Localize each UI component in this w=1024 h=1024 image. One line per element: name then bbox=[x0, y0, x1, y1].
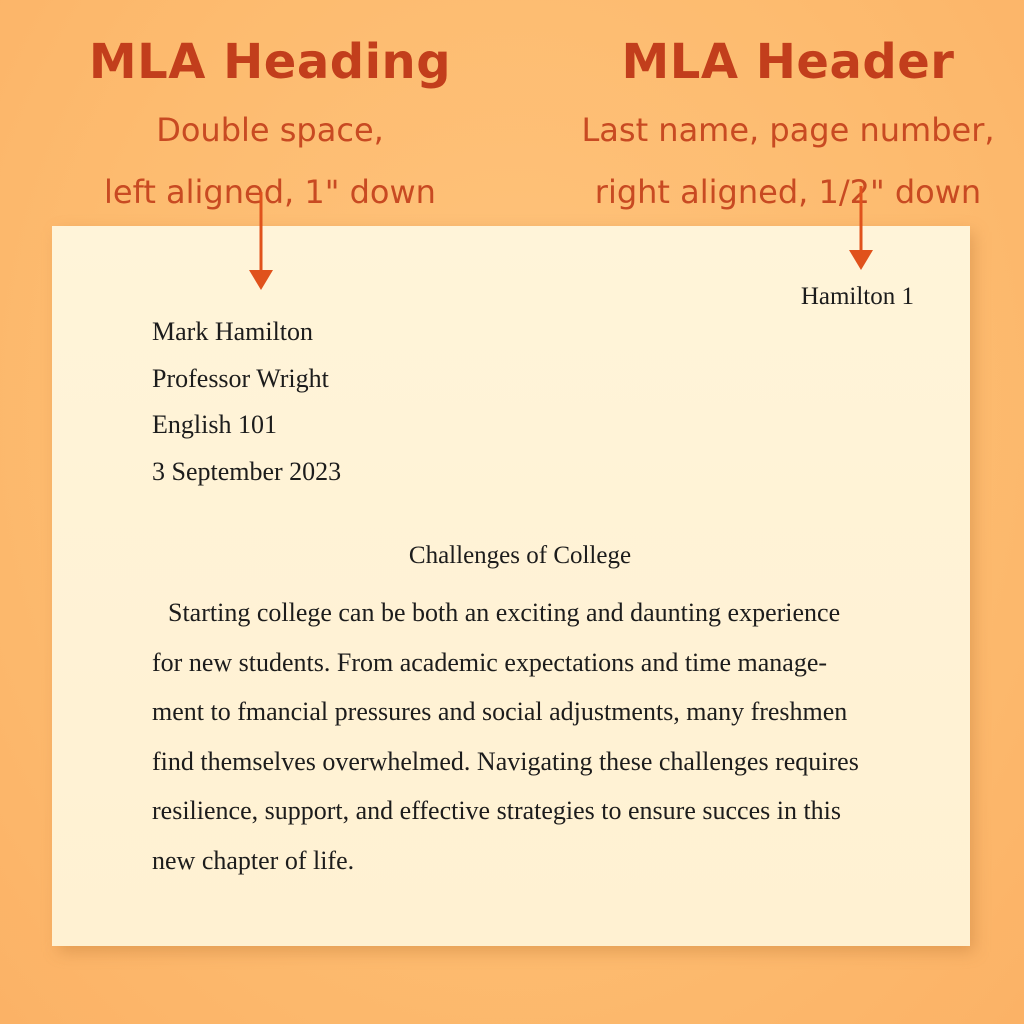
running-header: Hamilton 1 bbox=[800, 283, 914, 310]
essay-title: Challenges of College bbox=[408, 542, 632, 569]
body-line: new chapter of life. bbox=[152, 845, 355, 875]
paper-torn-edge bbox=[52, 926, 970, 966]
date: 3 September 2023 bbox=[152, 456, 342, 486]
course-name: English 101 bbox=[152, 410, 277, 439]
mla-heading-annotation bbox=[80, 34, 460, 214]
body-line: for new students. From academic expectations and time manage- bbox=[152, 647, 828, 677]
mla-header-annotation bbox=[568, 34, 1008, 214]
body-line: Starting college can be both an exciting and daunting experience bbox=[168, 598, 841, 627]
header-arrow-icon bbox=[848, 186, 874, 272]
body-line: ment to fmancial pressures and social adjustments, many freshmen bbox=[152, 697, 848, 727]
mla-heading-block bbox=[152, 309, 341, 495]
professor-name: Professor Wright bbox=[152, 363, 329, 393]
mla-header-label-line1: Last name, page number, bbox=[581, 111, 995, 149]
mla-heading-label-title: MLA Heading bbox=[88, 34, 452, 90]
body-line: find themselves overwhelmed. Navigating these challenges requires bbox=[152, 746, 859, 776]
mla-header-label-line2: right aligned, 1/2" down bbox=[594, 173, 982, 211]
body-line: resilience, support, and effective strategies to ensure succes in this bbox=[152, 796, 842, 826]
mla-heading-label-line1: Double space, bbox=[156, 111, 384, 149]
student-name: Mark Hamilton bbox=[152, 317, 314, 346]
mla-heading-label-line2: left aligned, 1" down bbox=[104, 173, 436, 211]
essay-body bbox=[152, 588, 942, 886]
heading-arrow-icon bbox=[248, 192, 274, 292]
mla-header-label-title: MLA Header bbox=[621, 34, 955, 90]
